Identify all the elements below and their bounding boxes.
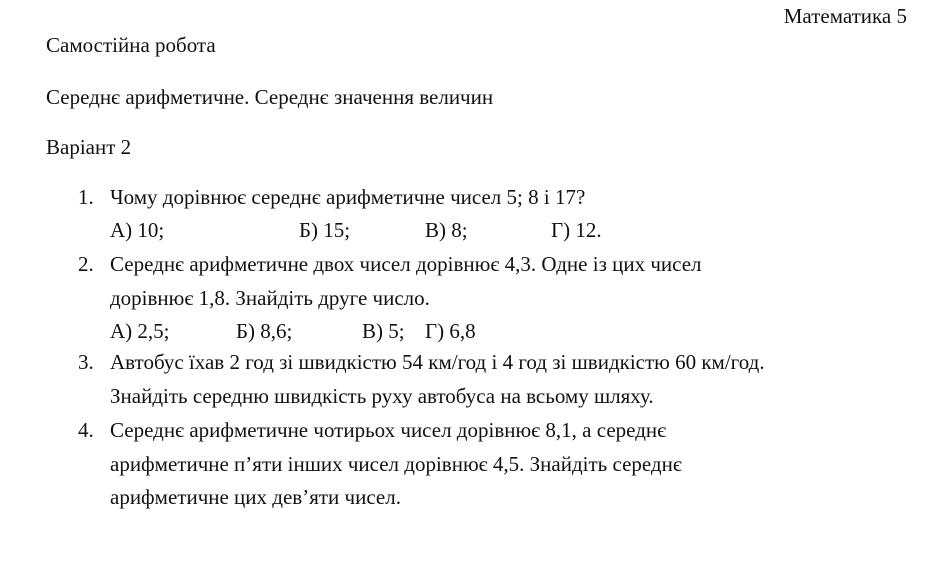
variant-label: Варіант 2 <box>46 135 132 159</box>
answer-option: Б) 8,6; <box>236 319 293 343</box>
work-type-heading: Самостійна робота <box>46 33 216 57</box>
answer-option: Г) 12. <box>551 218 602 242</box>
question-number: 4. <box>78 418 94 442</box>
question-number: 2. <box>78 252 94 276</box>
answer-option: В) 5; <box>362 319 405 343</box>
question-number: 1. <box>78 185 94 209</box>
question-text: Автобус їхав 2 год зі швидкістю 54 км/год і 4 год зі швидкістю 60 км/год. <box>110 350 765 374</box>
answer-option: А) 10; <box>110 218 165 242</box>
answer-option: А) 2,5; <box>110 319 170 343</box>
question-text: арифметичне цих дев’яти чисел. <box>110 485 401 509</box>
question-text: Середнє арифметичне чотирьох чисел дорівнює 8,1, а середнє <box>110 418 667 442</box>
subject-title: Математика 5 <box>783 4 907 28</box>
question-text: Знайдіть середню швидкість руху автобуса на всьому шляху. <box>110 384 654 408</box>
question-text: Чому дорівнює середнє арифметичне чисел 5; 8 і 17? <box>110 185 586 209</box>
question-text: Середнє арифметичне двох чисел дорівнює 4,3. Одне із цих чисел <box>110 252 702 276</box>
question-text: арифметичне п’яти інших чисел дорівнює 4,5. Знайдіть середнє <box>110 452 682 476</box>
answer-option: Б) 15; <box>299 218 351 242</box>
answer-option: В) 8; <box>425 218 468 242</box>
answer-option: Г) 6,8 <box>425 319 476 343</box>
topic-heading: Середнє арифметичне. Середнє значення величин <box>46 85 494 109</box>
question-number: 3. <box>78 350 94 374</box>
question-text: дорівнює 1,8. Знайдіть друге число. <box>110 286 430 310</box>
